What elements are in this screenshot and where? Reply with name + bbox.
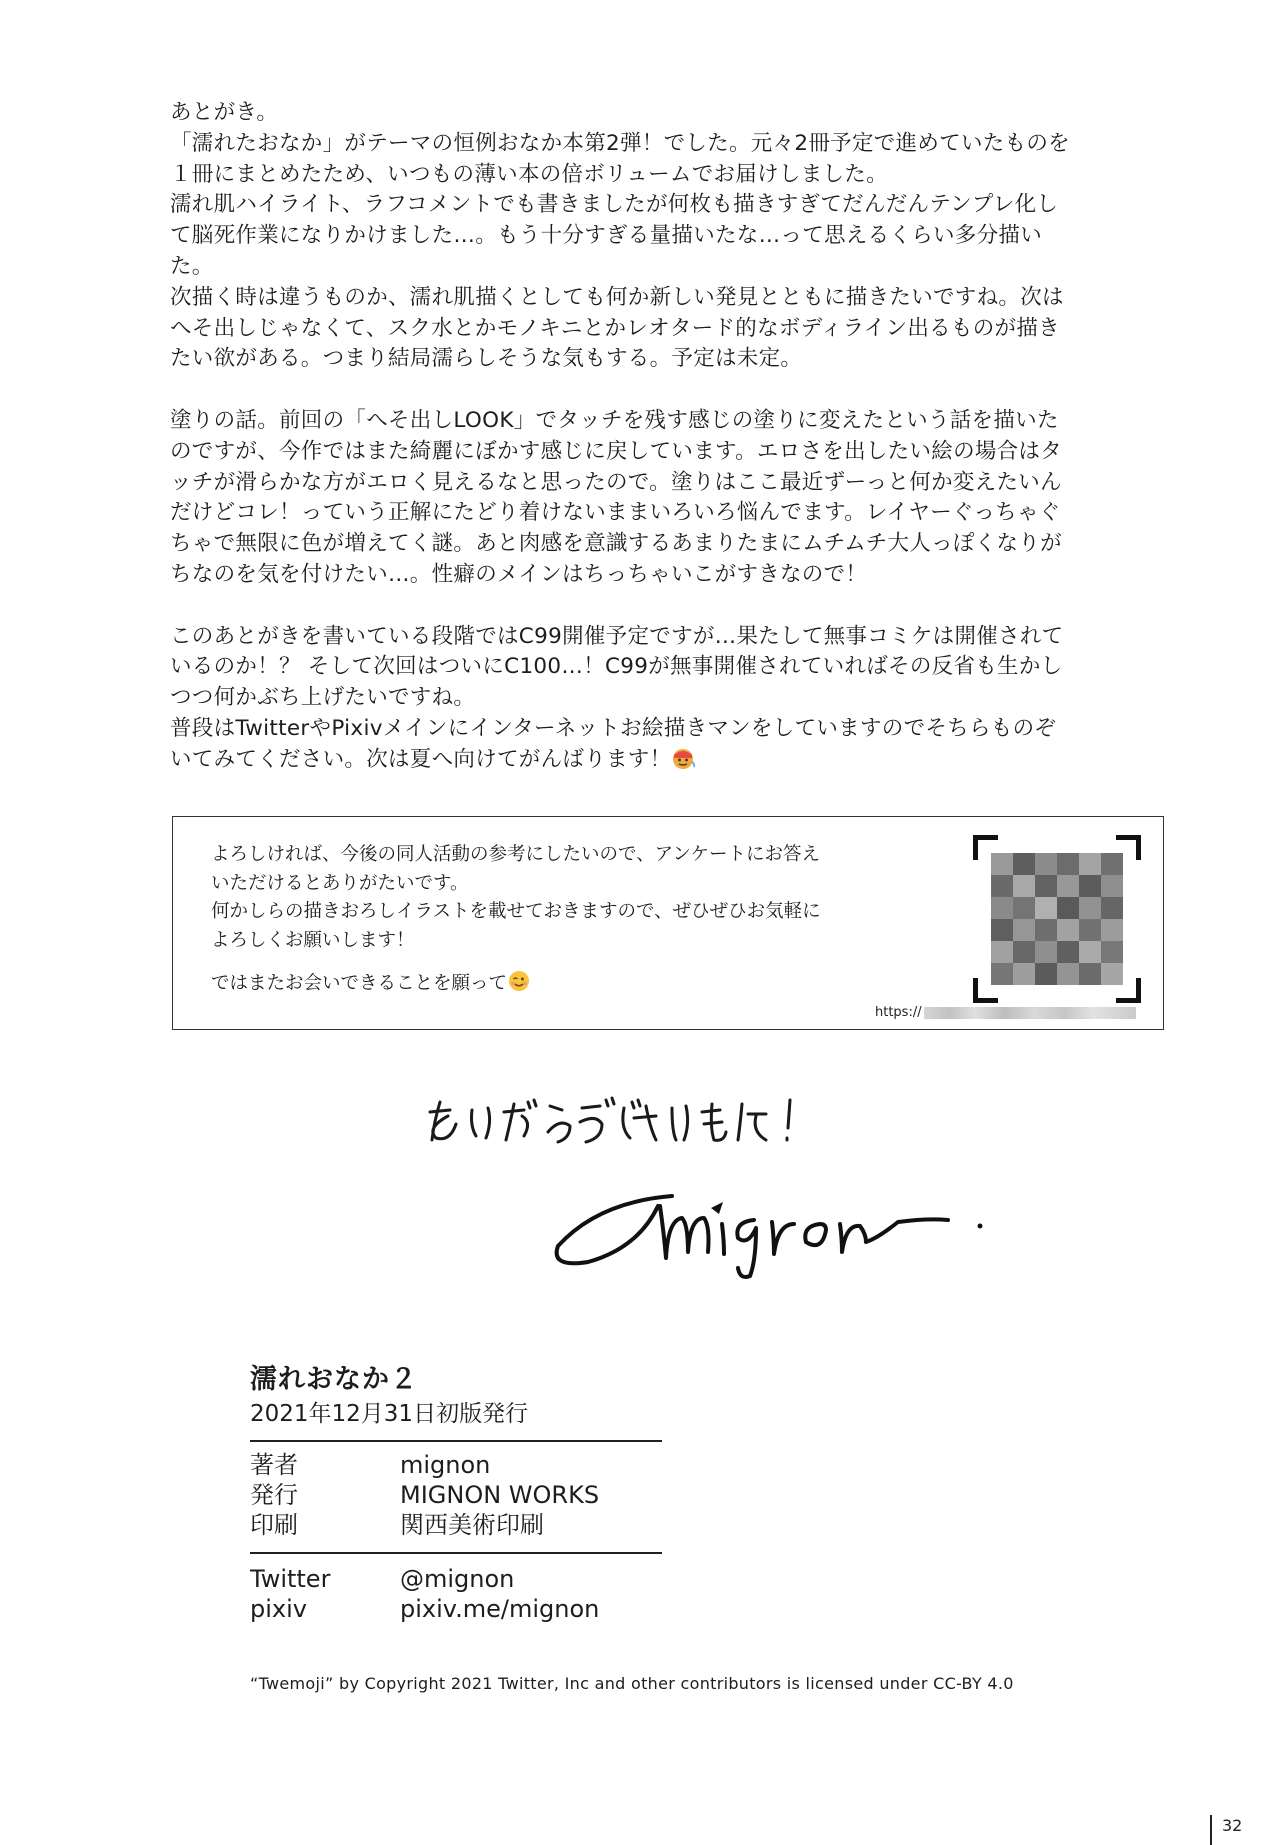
colophon: [250, 1362, 670, 1624]
afterword: [170, 98, 1150, 780]
hot-face-emoji-icon: [671, 746, 697, 780]
text-line: いるのか！？ そして次回はついにC100…！C99が無事開催されていればその反省も生かし: [170, 654, 1063, 680]
qr-code-mosaic: [991, 853, 1123, 985]
text-line: 次描く時は違うものか、濡れ肌描くとしても何か新しい発見とともに描きたいですね。次は: [170, 284, 1064, 310]
text-line: 塗りの話。前回の「へそ出しLOOK」でタッチを残す感じの塗りに変えたという話を描いた: [170, 407, 1059, 433]
social-row-twitter: [250, 1564, 670, 1594]
text-line: た。: [170, 253, 214, 279]
survey-url[interactable]: [875, 1005, 1136, 1020]
text-line: ちなのを気を付けたい…。性癖のメインはちっちゃいこがすきなので！: [170, 561, 868, 587]
social-row-pixiv: [250, 1594, 670, 1624]
blurred-url: [924, 1007, 1136, 1019]
text-line: このあとがきを書いている段階ではC99開催予定ですが…果たして無事コミケは開催されて: [170, 623, 1064, 649]
publication-date: 2021年12月31日初版発行: [250, 1401, 529, 1427]
afterword-paragraph-1: [170, 98, 1150, 375]
survey-line: よろしくお願いします！: [211, 929, 415, 951]
social-key: Twitter: [250, 1565, 331, 1593]
text-line: いてみてください。次は夏へ向けてがんばります！: [170, 746, 672, 772]
twitter-handle[interactable]: @mignon: [400, 1565, 515, 1593]
text-line: だけどコレ！っていう正解にたどり着けないままいろいろ悩んでます。レイヤーぐっちゃぐ: [170, 500, 1061, 526]
divider: [250, 1440, 662, 1442]
qr-code-icon[interactable]: [973, 835, 1141, 1003]
social-key: pixiv: [250, 1595, 307, 1623]
text-line-with-emoji: [170, 745, 1150, 780]
survey-box: [172, 816, 1164, 1030]
text-line: ッチが滑らかな方がエロく見えるなと思ったので。塗りはここ最近ずーっと何か変えたいん: [170, 469, 1062, 495]
survey-line: 何かしらの描きおろしイラストを載せておきますので、ぜひぜひお気軽に: [211, 901, 821, 922]
winking-face-emoji-icon: [507, 969, 531, 1003]
credit-value: MIGNON WORKS: [400, 1481, 600, 1509]
page-number: 32: [1222, 1816, 1243, 1835]
twemoji-license-credit: “Twemoji” by Copyright 2021 Twitter, Inc and other contributors is licensed under CC-BY 4.0: [250, 1674, 1014, 1693]
afterword-paragraph-3: [170, 622, 1150, 780]
credit-key: 著者: [250, 1451, 298, 1479]
handwritten-thanks: [420, 1092, 840, 1150]
text-line: て脳死作業になりかけました…。もう十分すぎる量描いたな…って思えるくらい多分描い: [170, 223, 1043, 249]
afterword-paragraph-2: [170, 406, 1150, 591]
page-number-bar: [1210, 1815, 1212, 1845]
text-line: あとがき。: [170, 100, 279, 125]
text-line: たい欲がある。つまり結局濡らしそうな気もする。予定は未定。: [170, 346, 803, 372]
signature-diamond: [711, 1202, 723, 1214]
text-line: 濡れ肌ハイライト、ラフコメントでも書きましたが何枚も描きすぎてだんだんテンプレ化し: [170, 192, 1059, 218]
credits-table: [250, 1450, 670, 1540]
credit-key: 発行: [250, 1481, 298, 1509]
text-line: 「濡れたおなか」がテーマの恒例おなか本第2弾！でした。元々2冊予定で進めていたものを: [170, 130, 1070, 156]
text-line: ちゃで無限に色が増えてく謎。あと肉感を意識するあまりたまにムチムチ大人っぽくなりが: [170, 531, 1062, 557]
credit-value: mignon: [400, 1451, 491, 1479]
survey-closing-line: [211, 969, 951, 1003]
survey-line: いただけるとありがたいです。: [211, 872, 469, 894]
credit-key: 印刷: [250, 1511, 298, 1539]
social-links: [250, 1564, 670, 1624]
book-title: 濡れおなか２: [250, 1364, 418, 1395]
pixiv-link[interactable]: pixiv.me/mignon: [400, 1595, 600, 1623]
text-line: １冊にまとめたため、いつもの薄い本の倍ボリュームでお届けしました。: [170, 161, 888, 187]
credit-value: 関西美術印刷: [400, 1511, 544, 1539]
text-line: つつ何かぶち上げたいですね。: [170, 685, 476, 711]
credit-row-author: [250, 1450, 670, 1480]
survey-line: よろしければ、今後の同人活動の参考にしたいので、アンケートにお答え: [211, 844, 821, 865]
text-line: へそ出しじゃなくて、スク水とかモノキニとかレオタード的なボディライン出るものが描き: [170, 315, 1060, 341]
survey-message: [211, 841, 951, 1003]
text-line: のですが、今作ではまた綺麗にぼかす感じに戻しています。エロさを出したい絵の場合はタ: [170, 438, 1063, 464]
survey-url-prefix: https://: [875, 1005, 922, 1020]
signature-dot: [978, 1224, 983, 1229]
credit-row-printer: [250, 1510, 670, 1540]
survey-closing: ではまたお会いできることを願って: [211, 973, 508, 994]
divider: [250, 1552, 662, 1554]
credit-row-publisher: [250, 1480, 670, 1510]
mignon-signature: [548, 1162, 1002, 1282]
text-line: 普段はTwitterやPixivメインにインターネットお絵描きマンをしていますのでそちらものぞ: [170, 715, 1057, 741]
